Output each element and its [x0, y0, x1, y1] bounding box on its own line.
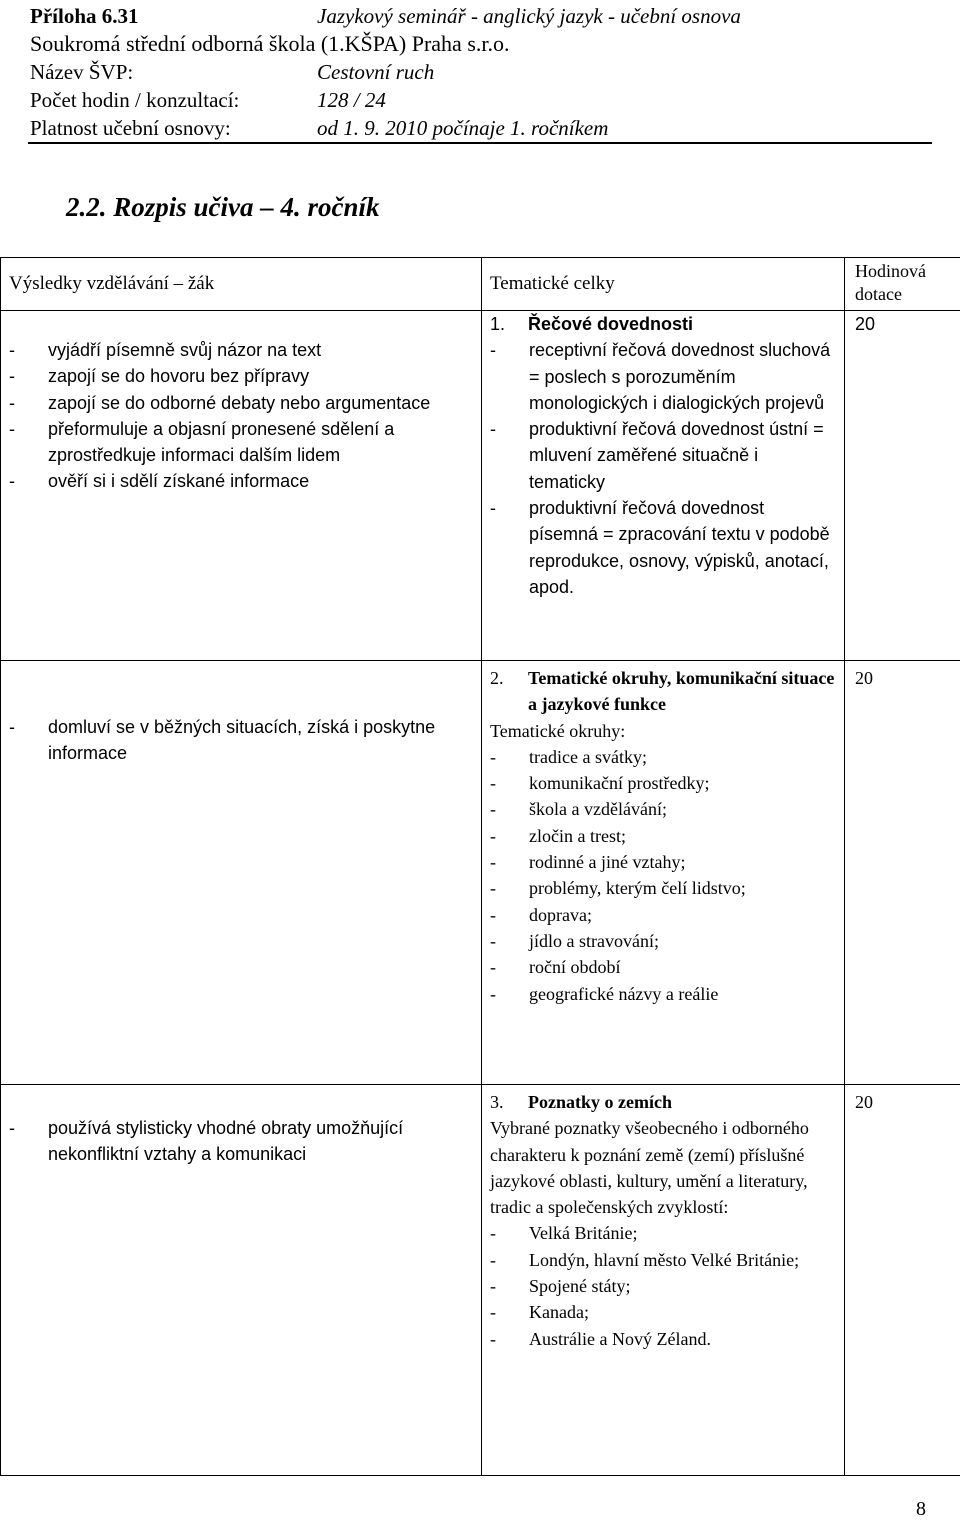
list-item: - produktivní řečová dovednost písemná = zpracování textu v podobě reprodukce, osnovy, výpisků, anotací, apod. [490, 495, 836, 600]
outcomes-cell-3 [1, 1085, 482, 1476]
school-name: Soukromá střední odborná škola (1.KŠPA) Praha s.r.o. [30, 31, 510, 56]
outcomes-list-2 [9, 714, 473, 767]
validity-label: Platnost učební osnovy: [30, 116, 231, 140]
curriculum-table [0, 257, 960, 1476]
topic-content-1 [490, 337, 836, 600]
document-header [30, 2, 932, 142]
topic-heading-3 [490, 1089, 836, 1115]
header-topics: Tematické celky [482, 258, 845, 311]
topic-number: 1. [490, 314, 506, 334]
topic-content-3 [490, 1220, 836, 1351]
list-item: - zapojí se do hovoru bez přípravy [9, 363, 473, 389]
attachment-label: Příloha 6.31 [30, 4, 139, 28]
topic-title: Tematické okruhy, komunikační situace a jazykové funkce [528, 668, 835, 715]
list-item: - Velká Británie; [490, 1220, 836, 1246]
svp-value: Cestovní ruch [317, 60, 435, 84]
list-item: - geografické názvy a reálie [490, 981, 836, 1007]
attachment-line [30, 2, 932, 30]
list-item: - Londýn, hlavní město Velké Británie; [490, 1247, 836, 1273]
table-row [1, 661, 960, 1085]
list-item: - domluví se v běžných situacích, získá i poskytne informace [9, 714, 473, 767]
header-hours-line2: dotace [855, 284, 902, 304]
topics-cell-1 [482, 311, 845, 661]
table-header-row [1, 258, 960, 311]
outcomes-list-3 [9, 1115, 473, 1168]
topic-content-2 [490, 744, 836, 1007]
topic-heading-1 [490, 311, 836, 337]
hours-line [30, 86, 932, 114]
list-item: - ověří si i sdělí získané informace [9, 468, 473, 494]
header-divider [28, 142, 932, 144]
topic-title: Řečové dovednosti [528, 314, 694, 334]
page-number: 8 [916, 1498, 926, 1520]
header-hours [845, 258, 960, 311]
validity-value: od 1. 9. 2010 počínaje 1. ročníkem [317, 116, 609, 140]
list-item: - komunikační prostředky; [490, 770, 836, 796]
header-hours-line1: Hodinová [855, 261, 926, 281]
list-item: - přeformuluje a objasní pronesené sdělení a zprostředkuje informaci dalším lidem [9, 416, 473, 469]
topic-number: 2. [490, 668, 504, 688]
outcomes-cell-1 [1, 311, 482, 661]
topic-intro-3: Vybrané poznatky všeobecného i odborného charakteru k poznání země (zemí) příslušné jazykové oblasti, kultury, umění a literatury, tradic a společenských zvyklostí: [490, 1118, 809, 1218]
outcomes-list-1 [9, 337, 473, 495]
topic-number: 3. [490, 1092, 504, 1112]
validity-line [30, 114, 932, 142]
list-item: - problémy, kterým čelí lidstvo; [490, 875, 836, 901]
topic-heading-2 [490, 665, 836, 718]
hours-label: Počet hodin / konzultací: [30, 88, 240, 112]
hours-cell-1: 20 [845, 311, 960, 661]
list-item: - tradice a svátky; [490, 744, 836, 770]
header-outcomes: Výsledky vzdělávání – žák [1, 258, 482, 311]
list-item: - produktivní řečová dovednost ústní = mluvení zaměřené situačně i tematicky [490, 416, 836, 495]
list-item: - používá stylisticky vhodné obraty umožňující nekonfliktní vztahy a komunikaci [9, 1115, 473, 1168]
list-item: - Kanada; [490, 1299, 836, 1325]
list-item: - zločin a trest; [490, 823, 836, 849]
list-item: - jídlo a stravování; [490, 928, 836, 954]
table-row [1, 1085, 960, 1476]
list-item: - vyjádří písemně svůj názor na text [9, 337, 473, 363]
topics-cell-3 [482, 1085, 845, 1476]
list-item: - zapojí se do odborné debaty nebo argumentace [9, 390, 473, 416]
topic-intro-2: Tematické okruhy: [490, 720, 626, 741]
list-item: - Austrálie a Nový Zéland. [490, 1326, 836, 1352]
table-row [1, 311, 960, 661]
topics-cell-2 [482, 661, 845, 1085]
hours-value: 128 / 24 [317, 88, 386, 112]
topic-title: Poznatky o zemích [528, 1092, 672, 1112]
hours-cell-2: 20 [845, 661, 960, 1085]
list-item: - rodinné a jiné vztahy; [490, 849, 836, 875]
list-item: - doprava; [490, 902, 836, 928]
list-item: - škola a vzdělávání; [490, 796, 836, 822]
svp-line [30, 58, 932, 86]
list-item: - Spojené státy; [490, 1273, 836, 1299]
hours-cell-3: 20 [845, 1085, 960, 1476]
outcomes-cell-2 [1, 661, 482, 1085]
list-item: - roční období [490, 954, 836, 980]
svp-label: Název ŠVP: [30, 60, 134, 84]
list-item: - receptivní řečová dovednost sluchová = poslech s porozuměním monologických i dialogických projevů [490, 337, 836, 416]
course-title: Jazykový seminář - anglický jazyk - učební osnova [317, 4, 741, 28]
section-title: 2.2. Rozpis učiva – 4. ročník [66, 192, 380, 222]
